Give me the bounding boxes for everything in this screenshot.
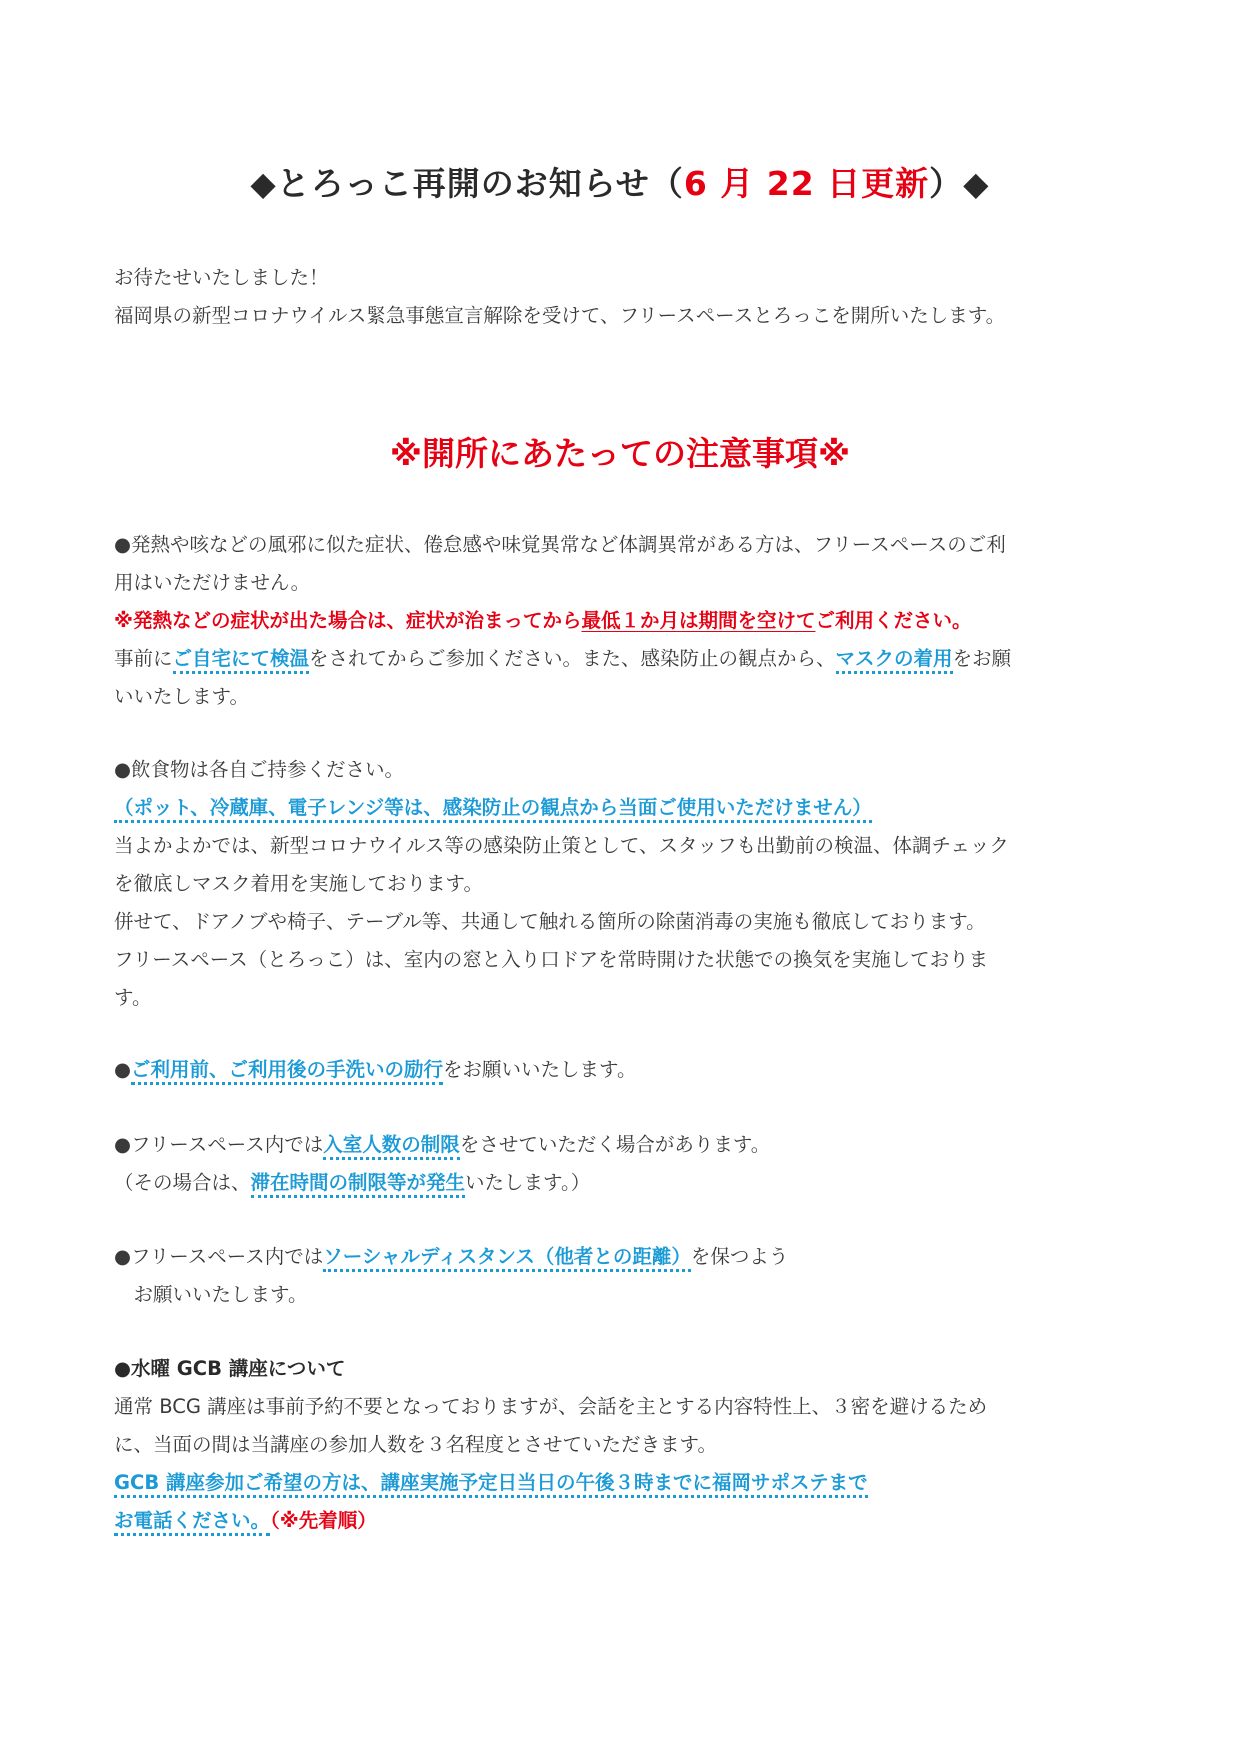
phone-request-highlight: お電話ください。 — [114, 1509, 270, 1536]
social-distance-highlight: ソーシャルディスタンス（他者との距離） — [323, 1245, 691, 1272]
s5-l1-c: を保つよう — [690, 1245, 789, 1268]
page-title — [0, 160, 1240, 208]
s6-line-1: 通常 BCG 講座は事前予約不要となっておりますが、会話を主とする内容特性上、３密を避けるため — [114, 1395, 988, 1418]
s5-line-1 — [114, 1243, 788, 1271]
title-prefix: ◆とろっこ再開のお知らせ（ — [250, 164, 684, 203]
s2-line-7: す。 — [114, 986, 152, 1009]
s4-l2-a: （その場合は、 — [114, 1171, 251, 1194]
s5-l1-a: ●フリースペース内では — [114, 1245, 324, 1268]
s4-l1-a: ●フリースペース内では — [114, 1133, 324, 1156]
s2-line-3: 当よかよかでは、新型コロナウイルス等の感染防止策として、スタッフも出勤前の検温、体調チェック — [114, 834, 1009, 857]
s4-line-1 — [114, 1131, 770, 1159]
s6-line-3 — [114, 1469, 868, 1497]
s3-text: をお願いいたします。 — [443, 1058, 637, 1081]
intro-line-1: お待たせいたしました！ — [114, 266, 329, 289]
mask-highlight: マスクの着用 — [836, 647, 953, 674]
s1-warning — [114, 607, 972, 635]
s3-line — [114, 1056, 636, 1084]
title-suffix: ）◆ — [929, 164, 990, 203]
s4-line-2 — [114, 1169, 590, 1197]
s2-line-1: ●飲食物は各自ご持参ください。 — [114, 758, 405, 781]
s1-line-4 — [114, 645, 1011, 673]
s6-line-4 — [114, 1507, 377, 1535]
first-come-note: （※先着順） — [270, 1509, 377, 1532]
title-update-date: 6 月 22 日更新 — [683, 164, 930, 203]
s1-warning-underlined: 最低１か月は期間を空けて — [581, 609, 816, 632]
s2-equipment-highlight: （ポット、冷蔵庫、電子レンジ等は、感染防止の観点から当面ご使用いただけません） — [114, 796, 872, 823]
handwash-highlight: ご利用前、ご利用後の手洗いの励行 — [131, 1058, 443, 1085]
s2-line-4: を徹底しマスク着用を実施しております。 — [114, 872, 483, 895]
s3-bullet: ● — [114, 1058, 132, 1081]
s1-warning-a: ※発熱などの症状が出た場合は、症状が治まってから — [114, 609, 582, 632]
s2-line-2 — [114, 794, 872, 822]
s1-l4-e: をお願 — [952, 647, 1012, 670]
s4-l1-c: をさせていただく場合があります。 — [459, 1133, 771, 1156]
occupancy-limit-highlight: 入室人数の制限 — [323, 1133, 460, 1160]
s1-l4-a: 事前に — [114, 647, 173, 670]
s1-line-2: 用はいただけません。 — [114, 571, 311, 594]
gcb-reservation-highlight: GCB 講座参加ご希望の方は、講座実施予定日当日の午後３時までに福岡サポステまで — [114, 1471, 868, 1498]
stay-time-limit-highlight: 滞在時間の制限等が発生 — [251, 1171, 466, 1198]
s2-line-5: 併せて、ドアノブや椅子、テーブル等、共通して触れる箇所の除菌消毒の実施も徹底しております。 — [114, 910, 986, 933]
s2-line-6: フリースペース（とろっこ）は、室内の窓と入り口ドアを常時開けた状態での換気を実施しておりま — [114, 948, 989, 971]
s1-line-5: いいたします。 — [114, 685, 249, 708]
s4-l2-c: いたします。） — [465, 1171, 591, 1194]
notice-title: ※開所にあたっての注意事項※ — [389, 434, 851, 473]
s1-line-1: ●発熱や咳などの風邪に似た症状、倦怠感や味覚異常など体調異常がある方は、フリースペースのご利 — [114, 533, 1006, 556]
s5-line-2: お願いいたします。 — [114, 1283, 308, 1306]
s6-line-2: に、当面の間は当講座の参加人数を３名程度とさせていただきます。 — [114, 1433, 717, 1456]
s1-warning-c: ご利用ください。 — [815, 609, 972, 632]
s1-l4-c: をされてからご参加ください。また、感染防止の観点から、 — [309, 647, 836, 670]
home-temperature-highlight: ご自宅にて検温 — [173, 647, 310, 674]
intro-line-2: 福岡県の新型コロナウイルス緊急事態宣言解除を受けて、フリースペースとろっこを開所いたします。 — [114, 304, 1006, 327]
s6-heading: ●水曜 GCB 講座について — [114, 1357, 346, 1380]
